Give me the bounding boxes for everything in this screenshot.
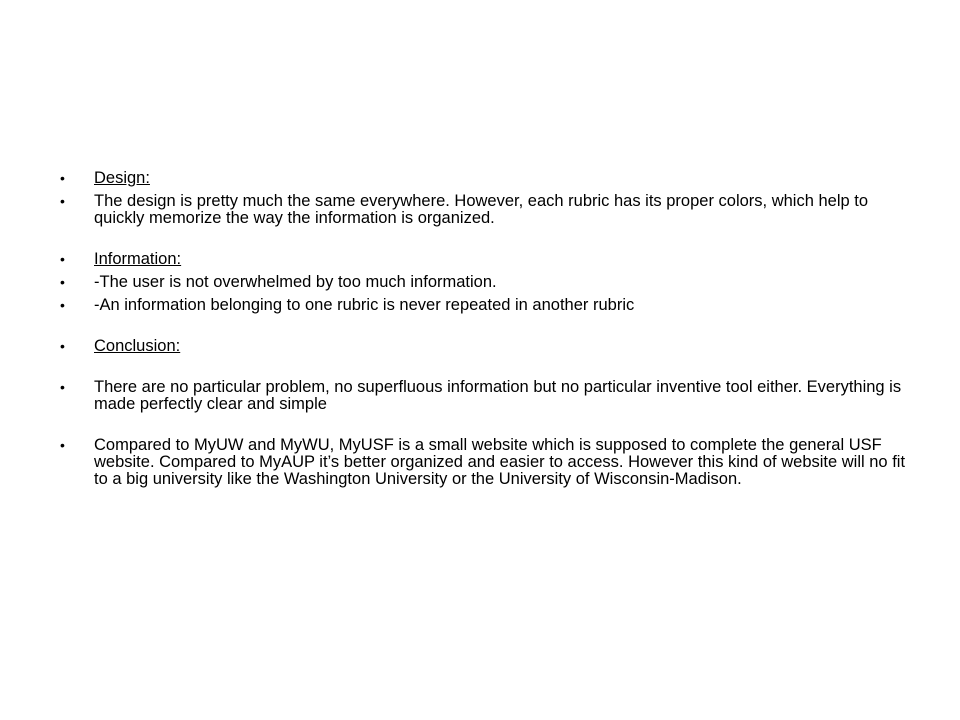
bullet-information-heading (60, 251, 920, 268)
bullet-conclusion-text-1 (60, 379, 920, 413)
bullet-list (60, 170, 920, 494)
bullet-conclusion-text-2 (60, 437, 920, 488)
information-heading: Information: (94, 250, 182, 268)
information-text-2: -An information belonging to one rubric is never repeated in another rubric (94, 296, 635, 314)
bullet-icon: • (60, 437, 65, 453)
information-text-1: -The user is not overwhelmed by too much information. (94, 273, 497, 291)
bullet-icon: • (60, 193, 65, 209)
bullet-design-text (60, 193, 920, 227)
bullet-design-heading (60, 170, 920, 187)
bullet-icon: • (60, 379, 65, 395)
bullet-conclusion-heading (60, 338, 920, 355)
design-heading: Design: (94, 169, 150, 187)
bullet-icon: • (60, 274, 65, 290)
bullet-information-text-1 (60, 274, 920, 291)
bullet-icon: • (60, 297, 65, 313)
conclusion-text-1: There are no particular problem, no superfluous information but no particular inventive tool either. Everything is made perfectly clear and simple (94, 378, 902, 413)
bullet-information-text-2 (60, 297, 920, 314)
conclusion-heading: Conclusion: (94, 337, 181, 355)
design-text: The design is pretty much the same everywhere. However, each rubric has its proper colors, which help to quickly memorize the way the information is organized. (94, 192, 869, 227)
bullet-icon: • (60, 338, 65, 354)
bullet-icon: • (60, 170, 65, 186)
bullet-icon: • (60, 251, 65, 267)
conclusion-text-2: Compared to MyUW and MyWU, MyUSF is a small website which is supposed to complete the general USF website. Compared to MyAUP it’s better organized and easier to access. However this kind of website will no fit to a big university like the Washington University or the University of Wisconsin-Madison. (94, 436, 906, 488)
